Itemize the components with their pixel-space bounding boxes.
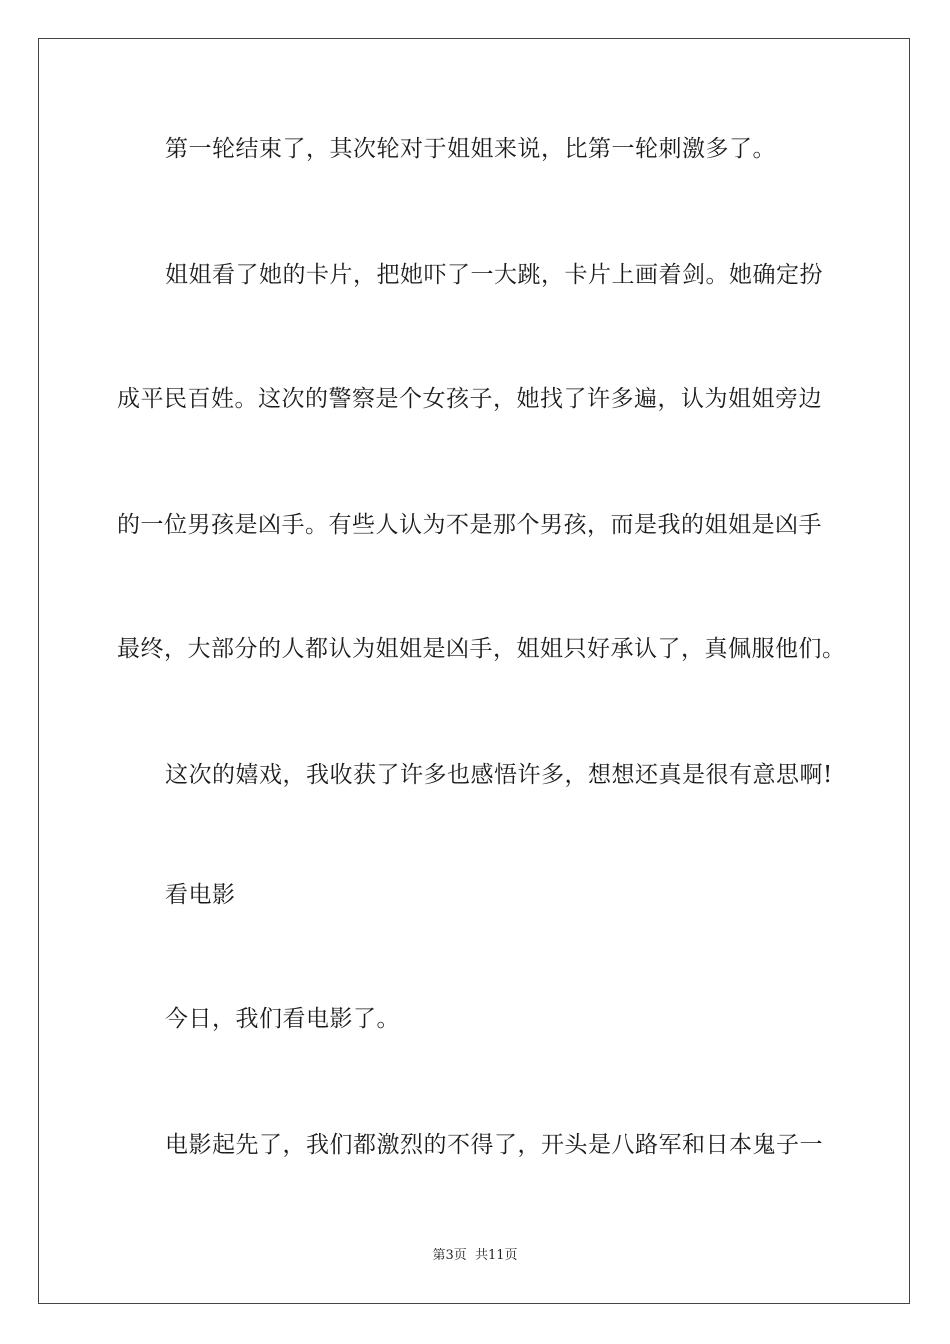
paragraph-line-2: 姐姐看了她的卡片，把她吓了一大跳，卡片上画着剑。她确定扮 xyxy=(165,262,823,288)
paragraph-line-9: 电影起先了，我们都激烈的不得了，开头是八路军和日本鬼子一 xyxy=(165,1132,823,1158)
paragraph-line-8: 今日，我们看电影了。 xyxy=(165,1006,400,1032)
page-number-footer: 第3页 共11页 xyxy=(432,1248,518,1263)
section-heading: 看电影 xyxy=(165,882,236,908)
page-border xyxy=(38,38,910,1304)
paragraph-line-5: 最终，大部分的人都认为姐姐是凶手，姐姐只好承认了，真佩服他们。 xyxy=(117,636,846,662)
paragraph-line-3: 成平民百姓。这次的警察是个女孩子，她找了许多遍，认为姐姐旁边 xyxy=(117,386,822,412)
paragraph-line-6: 这次的嬉戏，我收获了许多也感悟许多，想想还真是很有意思啊! xyxy=(165,762,833,788)
paragraph-line-4: 的一位男孩是凶手。有些人认为不是那个男孩，而是我的姐姐是凶手 xyxy=(117,512,822,538)
paragraph-line-1: 第一轮结束了，其次轮对于姐姐来说，比第一轮刺激多了。 xyxy=(165,136,776,162)
